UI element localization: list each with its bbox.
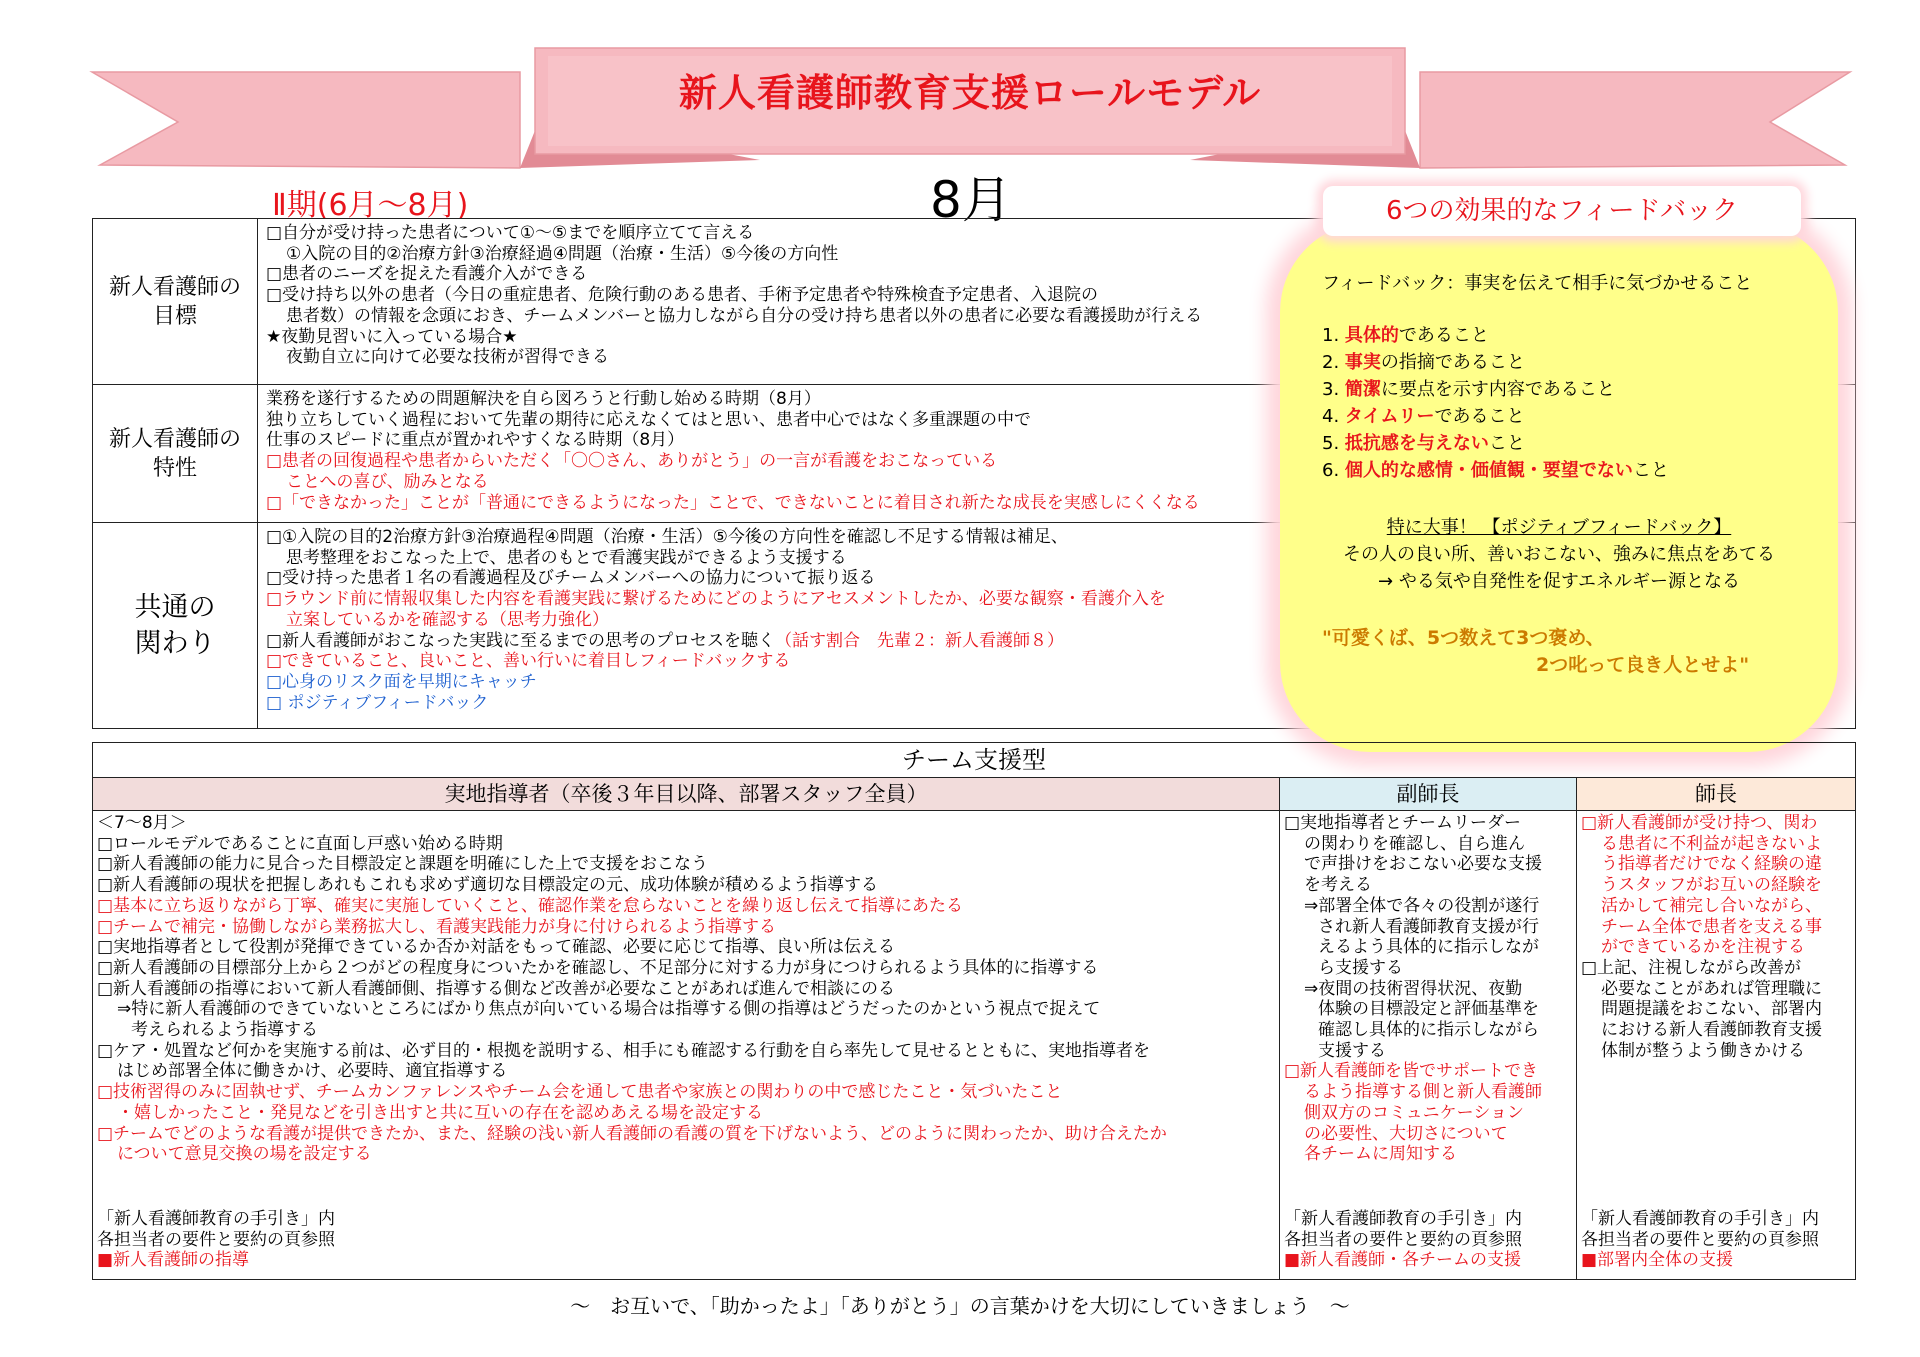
line-tail: （話す割合 先輩２：新人看護師８） — [775, 630, 1065, 651]
feedback-item — [1322, 457, 1669, 484]
col-head: 副師長 — [1280, 778, 1576, 811]
text-line: □新人看護師の能力に見合った目標設定と課題を明確にした上で支援をおこなう — [97, 854, 709, 875]
text-line: ⇒特に新人看護師のできていないところにばかり焦点が向いている場合は指導する側の指導はどうだったのかという視点で捉えて — [117, 999, 1101, 1020]
feedback-item — [1322, 322, 1669, 349]
text-line: 患者数）の情報を念頭におき、チームメンバーと協力しながら自分の受け持ち患者以外の患者に必要な看護援助が行える — [286, 305, 1203, 326]
feedback-item-rest: の指摘であること — [1380, 352, 1525, 373]
ref-line: 各担当者の要件と要約の頁参照 — [1581, 1229, 1819, 1250]
text-line: □基本に立ち返りながら丁寧、確実に実施していくこと、確認作業を怠らないことを繰り返し伝えて指導にあたる — [97, 895, 964, 916]
text-line: 側双方のコミュニケーション — [1304, 1102, 1524, 1123]
col-head-nurse — [1577, 778, 1855, 1279]
text-line: 思考整理をおこなった上で、患者のもとで看護実践ができるよう支援する — [286, 547, 847, 568]
team-support-box — [92, 742, 1856, 1280]
text-line: され新人看護師教育支援が行 — [1318, 916, 1539, 937]
text-line: 体制が整うよう働きかける — [1601, 1040, 1805, 1061]
text-line: の関わりを確認し、自ら進ん — [1304, 833, 1525, 854]
ref-line: 各担当者の要件と要約の頁参照 — [1284, 1229, 1522, 1250]
row-label-goal — [93, 219, 258, 385]
label-line: 特性 — [152, 455, 197, 481]
col-field-instructor — [93, 778, 1280, 1279]
text-line: □①入院の目的2治療方針③治療過程④問題（治療・生活）⑤今後の方向性を確認し不足する情報は補足、 — [266, 527, 1068, 547]
text-line: 独り立ちしていく過程において先輩の期待に応えなくてはと思い、患者中心ではなく多重課題の中で — [266, 409, 1031, 430]
text-line: 業務を遂行するための問題解決を自ら図ろうと行動し始める時期（8月） — [266, 389, 821, 409]
line-text: □新人看護師がおこなった実践に至るまでの思考のプロセスを聴く — [266, 630, 776, 651]
feedback-item-rest: であること — [1398, 325, 1489, 346]
text-line: 必要なことがあれば管理職に — [1601, 978, 1822, 999]
text-line: ★夜勤見習いに入っている場合★ — [266, 326, 518, 347]
feedback-item — [1322, 376, 1669, 403]
text-line: □ケア・処置など何かを実施する前は、必ず目的・根拠を説明する、相手にも確認する行動を自ら率先して見せるとともに、実地指導者を — [97, 1040, 1151, 1061]
col-body — [1577, 811, 1855, 1063]
text-line: □患者の回復過程や患者からいただく「〇〇さん、ありがとう」の一言が看護をおこなっている — [266, 451, 998, 472]
text-line: ら支援する — [1318, 957, 1403, 978]
feedback-item-em: 事実 — [1344, 352, 1381, 373]
page-title: 新人看護師教育支援ロールモデル — [678, 71, 1262, 115]
col-reference — [93, 1207, 339, 1273]
row-label-common — [93, 523, 258, 729]
col-deputy-head-nurse — [1280, 778, 1577, 1279]
text-line: ①入院の目的②治療方針③治療経過④問題（治療・生活）⑤今後の方向性 — [286, 243, 839, 264]
feedback-item-rest: こと — [1488, 433, 1525, 454]
col-reference — [1280, 1207, 1526, 1273]
text-line: 活かして補完し合いながら、 — [1601, 895, 1822, 916]
footer-message: ～ お互いで、「助かったよ」「ありがとう」の言葉かけを大切にしていきましょう ～ — [570, 1294, 1350, 1318]
text-line: □実地指導者として役割が発揮できているか否か対話をもって確認、必要に応じて指導、良い所は伝える — [97, 937, 896, 958]
feedback-item-rest: であること — [1434, 406, 1525, 427]
feedback-item — [1322, 349, 1669, 376]
text-line: 問題提議をおこない、部署内 — [1601, 999, 1822, 1020]
text-line: る患者に不利益が起きないよ — [1601, 833, 1822, 854]
text-line: 考えられるよう指導する — [131, 1020, 318, 1041]
text-line: ⇒夜間の技術習得状況、夜勤 — [1304, 978, 1523, 999]
text-line: □新人看護師を皆でサポートでき — [1284, 1061, 1539, 1082]
feedback-item — [1322, 403, 1669, 430]
feedback-definition: フィードバック：事実を伝えて相手に気づかせること — [1322, 273, 1753, 294]
feedback-item-em: 簡潔 — [1344, 379, 1381, 400]
feedback-line2: → やる気や自発性を促すエネルギー源となる — [1378, 571, 1740, 592]
ref-line: ■部署内全体の支援 — [1581, 1250, 1734, 1271]
feedback-important: 特に大事！ 【ポジティブフィードバック】 — [1386, 517, 1732, 538]
month-label: 8月 — [930, 171, 1012, 229]
text-line: □ロールモデルであることに直面し戸惑い始める時期 — [97, 833, 503, 854]
feedback-item-em: 具体的 — [1344, 325, 1399, 346]
feedback-item-em: タイムリー — [1344, 406, 1435, 427]
team-header: チーム支援型 — [93, 743, 1855, 778]
text-line: ＜7～8月＞ — [97, 813, 187, 833]
text-line: □技術習得のみに固執せず、チームカンファレンスやチーム会を通して患者や家族との関わりの中で感じたこと・気づいたこと — [97, 1082, 1063, 1103]
text-line: □患者のニーズを捉えた看護介入ができる — [266, 264, 588, 285]
text-line: で声掛けをおこない必要な支援 — [1304, 854, 1542, 875]
feedback-item-n: 1. — [1322, 325, 1345, 346]
col-body — [1280, 811, 1576, 1167]
text-line: □ ポジティブフィードバック — [266, 692, 489, 713]
text-line: う指導者だけでなく経験の違 — [1601, 854, 1822, 875]
text-line: □チームで補完・協働しながら業務拡大し、看護実践能力が身に付けられるよう指導する — [97, 916, 777, 937]
label-line: 関わり — [134, 627, 216, 659]
text-line: □「できなかった」ことが「普通にできるようになった」ことで、できないことに着目され新たな成長を実感しにくくなる — [266, 492, 1200, 513]
text-line: るよう指導する側と新人看護師 — [1304, 1082, 1542, 1103]
feedback-item-rest: こと — [1632, 460, 1669, 481]
text-line: □ラウンド前に情報収集した内容を看護実践に繋げるためにどのようにアセスメントしたか、必要な観察・看護介入を — [266, 589, 1166, 610]
text-line: □新人看護師の目標部分上から２つがどの程度身についたかを確認し、不足部分に対する力が身につけられるよう具体的に指導する — [97, 957, 1099, 978]
feedback-line1: その人の良い所、善いおこない、強みに焦点をあてる — [1343, 544, 1775, 565]
text-line: □新人看護師が受け持つ、関わ — [1581, 813, 1818, 833]
feedback-item-em: 抵抗感を与えない — [1344, 433, 1489, 454]
ref-line: ■新人看護師の指導 — [97, 1250, 250, 1271]
feedback-quote1: "可愛くば、5つ数えて3つ褒め、 — [1322, 627, 1605, 649]
text-line: えるよう具体的に指示しなが — [1318, 937, 1539, 958]
text-line: における新人看護師教育支援 — [1601, 1020, 1822, 1041]
feedback-list — [1322, 322, 1669, 484]
feedback-item-n: 2. — [1322, 352, 1345, 373]
text-line: □できていること、良いこと、善い行いに着目しフィードバックする — [266, 651, 791, 672]
col-head: 師長 — [1577, 778, 1855, 811]
row-label-traits — [93, 385, 258, 523]
feedback-item-n: 4. — [1322, 406, 1345, 427]
text-line: □新人看護師の現状を把握しあれもこれも求めず適切な目標設定の元、成功体験が積めるよう指導する — [97, 875, 879, 896]
text-line: チーム全体で患者を支える事 — [1601, 916, 1822, 937]
text-line: □心身のリスク面を早期にキャッチ — [266, 671, 537, 692]
text-line: □受け持ち以外の患者（今日の重症患者、危険行動のある患者、手術予定患者や特殊検査予定患者、入退院の — [266, 285, 1099, 306]
feedback-item-em: 個人的な感情・価値観・要望でない — [1344, 460, 1633, 481]
text-line: はじめ部署全体に働きかけ、必要時、適宜指導する — [117, 1061, 508, 1082]
ref-line: ■新人看護師・各チームの支援 — [1284, 1250, 1522, 1271]
feedback-item-n: 6. — [1322, 460, 1345, 481]
feedback-item-n: 5. — [1322, 433, 1345, 454]
text-line: ・嬉しかったこと・発見などを引き出すと共に互いの存在を認めあえる場を設定する — [117, 1102, 763, 1123]
text-line: の必要性、大切さについて — [1304, 1123, 1508, 1144]
text-line: □上記、注視しながら改善が — [1581, 957, 1802, 978]
col-reference — [1577, 1207, 1823, 1273]
text-line: □受け持った患者１名の看護過程及びチームメンバーへの協力について振り返る — [266, 568, 876, 589]
text-line: ことへの喜び、励みとなる — [286, 471, 489, 492]
feedback-item — [1322, 430, 1669, 457]
text-line: 夜勤自立に向けて必要な技術が習得できる — [286, 347, 609, 368]
text-line: □新人看護師の指導において新人看護師側、指導する側など改善が必要なことがあれば進んで相談にのる — [97, 978, 896, 999]
col-body — [93, 811, 1279, 1167]
feedback-quote2: 2つ叱って良き人とせよ" — [1536, 654, 1750, 676]
text-line: ⇒部署全体で各々の役割が遂行 — [1304, 895, 1540, 916]
text-line: を考える — [1304, 875, 1372, 896]
feedback-item-rest: に要点を示す内容であること — [1380, 379, 1615, 400]
text-line: □チームでどのような看護が提供できたか、また、経験の浅い新人看護師の看護の質を下げないよう、どのように関わったか、助け合えたか — [97, 1123, 1167, 1144]
text-line: 支援する — [1318, 1040, 1386, 1061]
text-line: 体験の目標設定と評価基準を — [1318, 999, 1539, 1020]
text-line: うスタッフがお互いの経験を — [1601, 875, 1822, 896]
label-line: 目標 — [152, 303, 197, 329]
text-line: 確認し具体的に指示しながら — [1318, 1020, 1539, 1041]
ref-line: 「新人看護師教育の手引き」内 — [97, 1208, 335, 1229]
text-line: □実地指導者とチームリーダー — [1284, 813, 1522, 833]
text-line: 仕事のスピードに重点が置かれやすくなる時期（8月） — [266, 430, 685, 451]
ref-line: 「新人看護師教育の手引き」内 — [1284, 1208, 1522, 1229]
text-line: について意見交換の場を設定する — [117, 1144, 372, 1165]
label-line: 共通の — [134, 591, 216, 623]
feedback-title: 6つの効果的なフィードバック — [1323, 186, 1801, 236]
label-line: 新人看護師の — [108, 426, 241, 452]
text-line: ができているかを注視する — [1601, 937, 1805, 958]
ref-line: 「新人看護師教育の手引き」内 — [1581, 1208, 1819, 1229]
feedback-item-n: 3. — [1322, 379, 1345, 400]
text-line: 各チームに周知する — [1304, 1144, 1457, 1165]
col-head: 実地指導者（卒後３年目以降、部署スタッフ全員） — [93, 778, 1279, 811]
text-line: 立案しているかを確認する（思考力強化） — [286, 609, 609, 630]
label-line: 新人看護師の — [108, 274, 241, 300]
text-line: □自分が受け持った患者について①～⑤までを順序立てて言える — [266, 223, 755, 243]
period-label: Ⅱ期(6月～8月) — [272, 188, 469, 223]
ref-line: 各担当者の要件と要約の頁参照 — [97, 1229, 335, 1250]
